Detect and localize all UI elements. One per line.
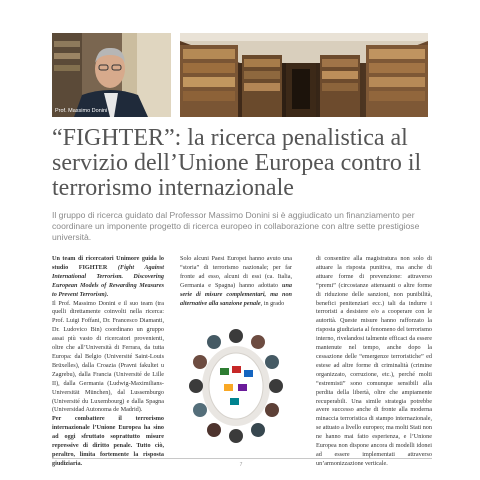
portrait-illustration: [52, 33, 171, 117]
col3-paragraph: di consentire alla magistratura non solo di attuare la risposta punitiva, ma anche di attuare forme di prevenzione: attraverso “premi” (circostanze attenuanti o altre forme di riduzione delle sanzioni, non punibilità, benefici penitenziari ecc.) tali da indurre i terroristi a desistere e/o a cooperare con le autorità. Queste misure hanno rafforzato la risposta giudiziaria al fenomeno del terrorismo interno, rivelandosi talmente efficaci da essere mantenute nel tempo, anche dopo la cessazione delle “emergenze terroristiche” ed estese ad altre forme di criminalità (crimine organizzato, corruzione, etc.), perché molti “estremisti” sono comunque sensibili alla perdita della libertà, oltre che ampiamente recuperabili. Una simile strategia potrebbe avere successo anche di fronte alla moderna minaccia terroristica di stampo internazionale, se attuato a livello europeo; ma molti Stati non ne hanno mai fatto esperienza, e l’Unione Europea non dispone ancora di modelli idonei ad essere implementati attraverso un’armonizzazione verticale.: [316, 255, 432, 467]
column-2: [180, 255, 292, 308]
col1-intro-title: (Fight Against International Terrorism. Discovering European Models of Rewarding Measures to Prevent Terrorism).: [52, 263, 164, 298]
col2-paragraph: [180, 255, 292, 308]
footer-rule: [52, 458, 432, 459]
page-number: 7: [239, 462, 243, 468]
portrait-photo: [52, 33, 171, 117]
col1-intro: [52, 255, 164, 300]
library-photo: [180, 33, 428, 117]
library-illustration: [180, 33, 428, 117]
column-3: [316, 255, 432, 469]
column-1: [52, 255, 164, 469]
col1-paragraph-2: Il Prof. Massimo Donini e il suo team (tra quelli direttamente coinvolti nella ricerca: Prof. Luigi Foffani, Dr. Francesco Diamanti, Dr. Ludovico Bin) coordinano un gruppo assai più vasto di ricercatori provenienti, oltre che all’Università di Ferrara, da tutta Europa: dal Belgio (Université Saint-Louis Brüxelles), dalla Croazia (Pravni fakultet u Zagrebu), dalla Francia (Université de Lille II), dalla Germania (Ludwig-Maximilians-Universität München), dal Lussemburgo (Université du Luxembourg) e dalla Spagna (Universidad Autonoma de Madrid).: [52, 299, 164, 414]
article-headline: “FIGHTER”: la ricerca penalistica al servizio dell’Unione Europea contro il terrorismo internazionale: [52, 125, 422, 201]
col2-text-a: Solo alcuni Paesi Europei hanno avuto una “storia” di terrorismo nazionale; per far fronte ad esso, alcuni di essi (ca. Italia, Germania e Spagna) hanno adottato: [180, 255, 292, 289]
portrait-caption: Prof. Massimo Donini: [55, 108, 108, 114]
col1-intro-bold: Un team di ricercatori Unimore guida lo studio FIGHTER: [52, 255, 164, 271]
meeting-table-image: [180, 318, 292, 454]
col2-text-italic: una serie di misure complementari, ma non alternative alla sanzione penale: [180, 281, 292, 307]
article-lead: Il gruppo di ricerca guidato dal Professor Massimo Donini si è aggiudicato un finanziamento per coordinare un imponente progetto di ricerca europeo in collaborazione con altre sette prestigiose università.: [52, 210, 420, 242]
col2-text-b: , in grado: [260, 299, 285, 307]
col1-paragraph-3: Per combattere il terrorismo internazionale l’Unione Europea ha sino ad oggi sfruttato soprattutto misure repressive di diritto penale. Tutto ciò, peraltro, limita fortemente la risposta giudiziaria.: [52, 415, 164, 467]
